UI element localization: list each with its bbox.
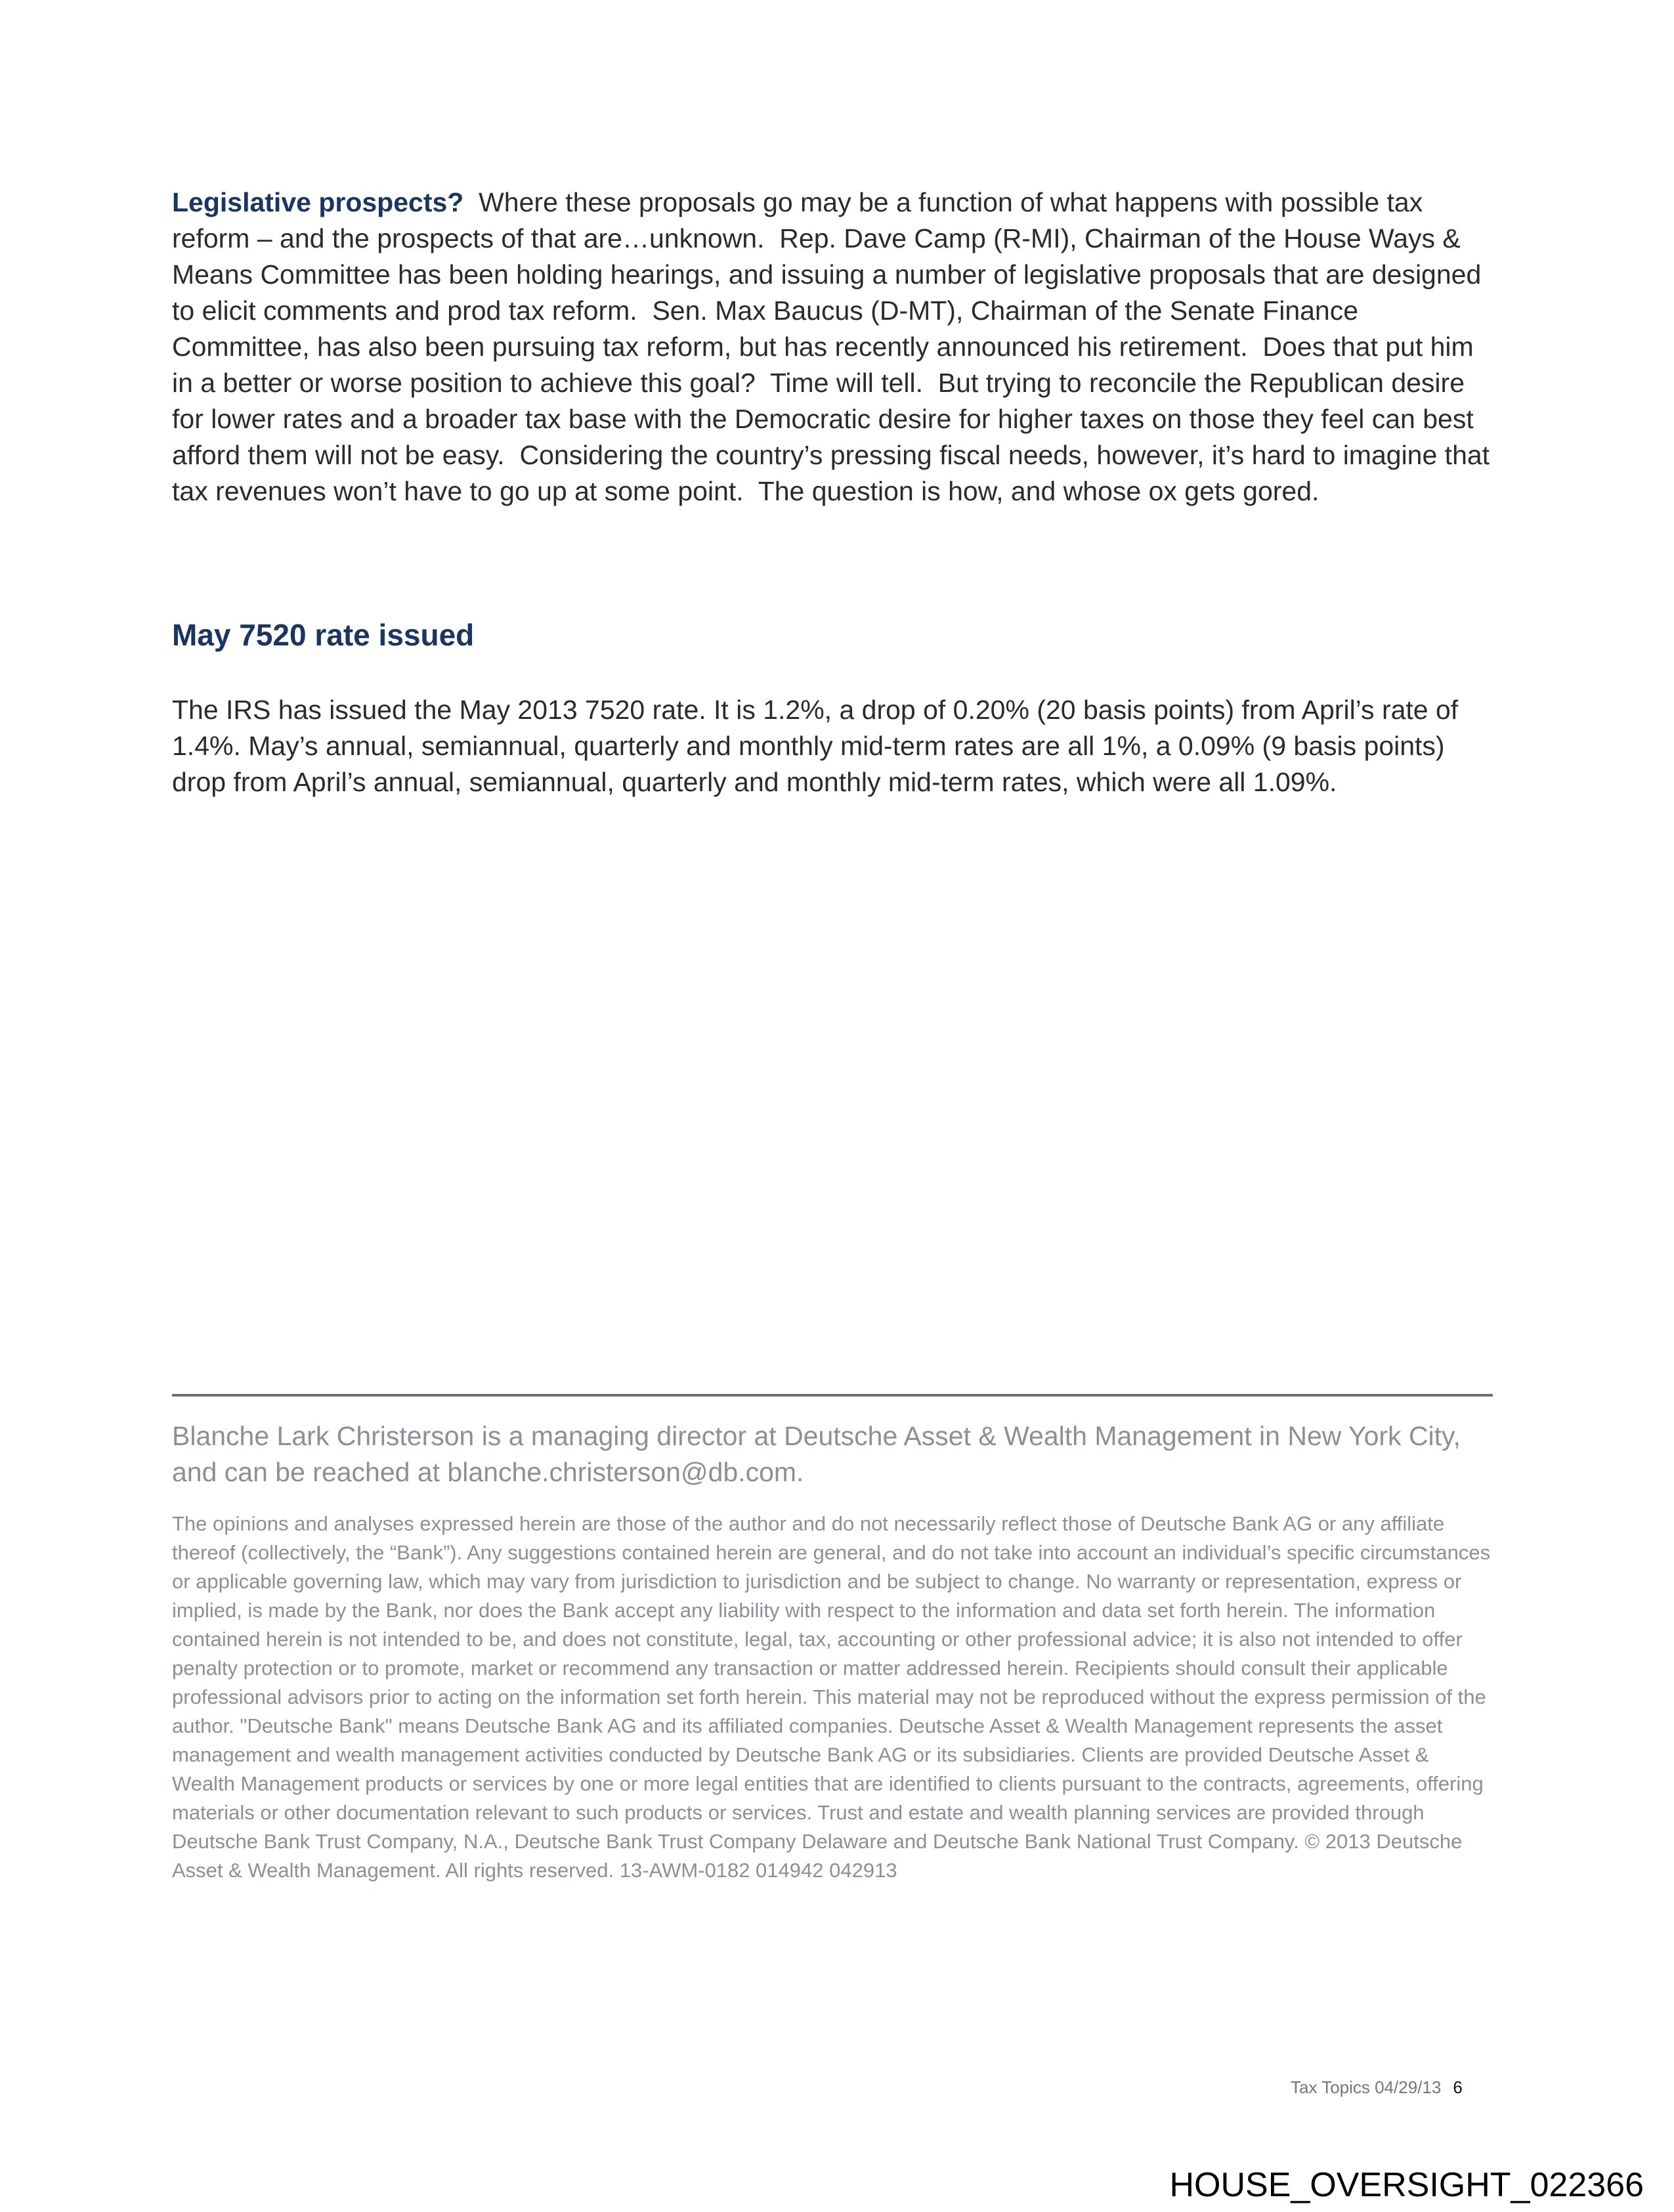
page-footer [1291,2077,1463,2097]
legal-disclaimer: The opinions and analyses expressed herein are those of the author and do not necessarily reflect those of Deutsche Bank AG or any affiliate thereof (collectively, the “Bank”). Any suggestions contained herein are general, and do not take into account an individual’s specific circumstances or applicable governing law, which may vary from jurisdiction to jurisdiction and be subject to change. No warranty or representation, express or implied, is made by the Bank, nor does the Bank accept any liability with respect to the information and data set forth herein. The information contained herein is not intended to be, and does not constitute, legal, tax, accounting or other professional advice; it is also not intended to offer penalty protection or to promote, market or recommend any transaction or matter addressed herein. Recipients should consult their applicable professional advisors prior to acting on the information set forth herein. This material may not be reproduced without the express permission of the author. "Deutsche Bank" means Deutsche Bank AG and its affiliated companies. Deutsche Asset & Wealth Management represents the asset management and wealth management activities conducted by Deutsche Bank AG or its subsidiaries. Clients are provided Deutsche Asset & Wealth Management products or services by one or more legal entities that are identified to clients pursuant to the contracts, agreements, offering materials or other documentation relevant to such products or services. Trust and estate and wealth planning services are provided through Deutsche Bank Trust Company, N.A., Deutsche Bank Trust Company Delaware and Deutsche Bank National Trust Company. © 2013 Deutsche Asset & Wealth Management. All rights reserved. 13-AWM-0182 014942 042913 [172,1512,1491,1882]
legislative-prospects-lead-in: Legislative prospects? [172,187,464,217]
legislative-prospects-paragraph [172,184,1498,510]
author-bio: Blanche Lark Christerson is a managing director at Deutsche Asset & Wealth Management in New York City, and can be reached at blanche.christerson@db.com. [172,1421,1461,1487]
publication-date: Tax Topics 04/29/13 [1291,2077,1442,2097]
rate-paragraph: The IRS has issued the May 2013 7520 rate. It is 1.2%, a drop of 0.20% (20 basis points) from April’s rate of 1.4%. May’s annual, semiannual, quarterly and monthly mid-term rates are all 1%, a 0.09% (9 basis points) drop from April’s annual, semiannual, quarterly and monthly mid-term rates, which were all 1.09%. [172,695,1459,797]
bates-number: HOUSE_OVERSIGHT_022366 [1169,2166,1644,2204]
page-number: 6 [1453,2077,1463,2097]
footer-divider [172,1394,1493,1397]
section-heading-7520-rate: May 7520 rate issued [172,618,475,652]
legislative-prospects-text: Where these proposals go may be a function of what happens with possible tax reform – and the prospects of that are…unknown. Rep. Dave Camp (R-MI), Chairman of the House Ways & Means Committee has been holding hearings, and issuing a number of legislative proposals that are designed to elicit comments and prod tax reform. Sen. Max Baucus (D-MT), Chairman of the Senate Finance Committee, has also been pursuing tax reform, but has recently announced his retirement. Does that put him in a better or worse position to achieve this goal? Time will tell. But trying to reconcile the Republican desire for lower rates and a broader tax base with the Democratic desire for higher taxes on those they feel can best afford them will not be easy. Considering the country’s pressing fiscal needs, however, it’s hard to imagine that tax revenues won’t have to go up at some point. The question is how, and whose ox gets gored. [172,187,1497,506]
